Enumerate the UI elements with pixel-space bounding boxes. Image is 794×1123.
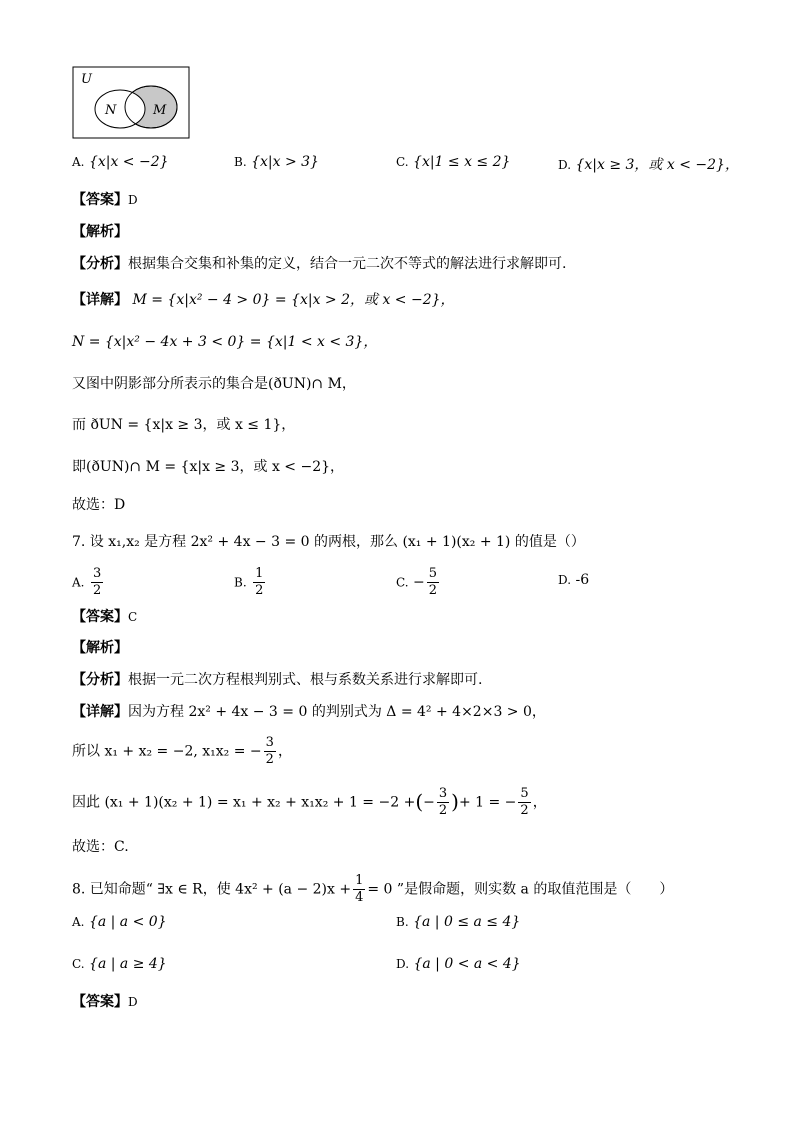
q6-option-a[interactable]: A. {x|x < −2} [72,154,169,170]
q6-guxuan: 故选：D [72,497,126,513]
q7-fenxi: 【分析】根据一元二次方程根判别式、根与系数关系进行求解即可. [72,672,483,688]
q7-jiexi: 【解析】 [72,640,128,656]
q8-option-b[interactable]: B. {a | 0 ≤ a ≤ 4} [396,914,521,930]
label-m: M [153,103,167,118]
q8-option-a[interactable]: A. {a | a < 0} [72,914,167,930]
set-n-ellipse [95,90,145,128]
q6-xiangjie-line1: 【详解】 M = {x|x² − 4 > 0} = {x|x > 2，或 x < −2}， [72,292,455,308]
label-n: N [105,103,117,118]
q7-stem: 7. 设 x₁,x₂ 是方程 2x² + 4x − 3 = 0 的两根，那么 (x₁ + 1)(x₂ + 1) 的值是（） [72,534,585,550]
q6-line2: N = {x|x² − 4x + 3 < 0} = {x|1 < x < 3}， [72,334,378,350]
q6-line3: 又图中阴影部分所表示的集合是(ðUN)∩ M， [72,376,356,392]
q7-option-c[interactable]: C. − $\frac{5}{2}$ [396,566,438,598]
q6-fenxi: 【分析】根据集合交集和补集的定义，结合一元二次不等式的解法进行求解即可. [72,256,567,272]
q7-answer: 【答案】C [72,609,138,625]
q7-guxuan: 故选：C. [72,839,129,855]
q6-option-c[interactable]: C. {x|1 ≤ x ≤ 2} [396,154,511,170]
q7-option-d[interactable]: D. -6 [558,572,590,588]
q8-answer: 【答案】D [72,994,138,1010]
q6-line5: 即(ðUN)∩ M = {x|x ≥ 3，或 x < −2}， [72,459,345,475]
q7-line3: 因此 (x₁ + 1)(x₂ + 1) = x₁ + x₂ + x₁x₂ + 1 = −2 +(− $\frac{3}{2}$ )+ 1 = − $\frac{5}{2}$ ， [72,786,547,818]
q8-option-d[interactable]: D. {a | 0 < a < 4} [396,956,521,972]
q8-stem: 8. 已知命题“ ∃x ∈ R，使 4x² + (a − 2)x + $\frac{1}{4}$ = 0 ”是假命题，则实数 a 的取值范围是（ ） [72,873,674,905]
q6-jiexi: 【解析】 [72,224,128,240]
q8-option-c[interactable]: C. {a | a ≥ 4} [72,956,167,972]
venn-diagram [72,66,192,140]
q7-option-a[interactable]: A. $\frac{3}{2}$ [72,566,102,598]
q6-line4: 而 ðUN = {x|x ≥ 3，或 x ≤ 1}， [72,417,296,433]
q6-answer: 【答案】D [72,192,138,208]
q7-option-b[interactable]: B. $\frac{1}{2}$ [234,566,264,598]
q6-option-d[interactable]: D. {x|x ≥ 3，或 x < −2}， [558,157,739,173]
q7-xiangjie-line1: 【详解】因为方程 2x² + 4x − 3 = 0 的判别式为 Δ = 4² + 4×2×3 > 0， [72,704,546,720]
q7-line2: 所以 x₁ + x₂ = −2, x₁x₂ = − $\frac{3}{2}$ ， [72,735,292,767]
label-u: U [81,72,92,87]
q6-option-b[interactable]: B. {x|x > 3} [234,154,319,170]
